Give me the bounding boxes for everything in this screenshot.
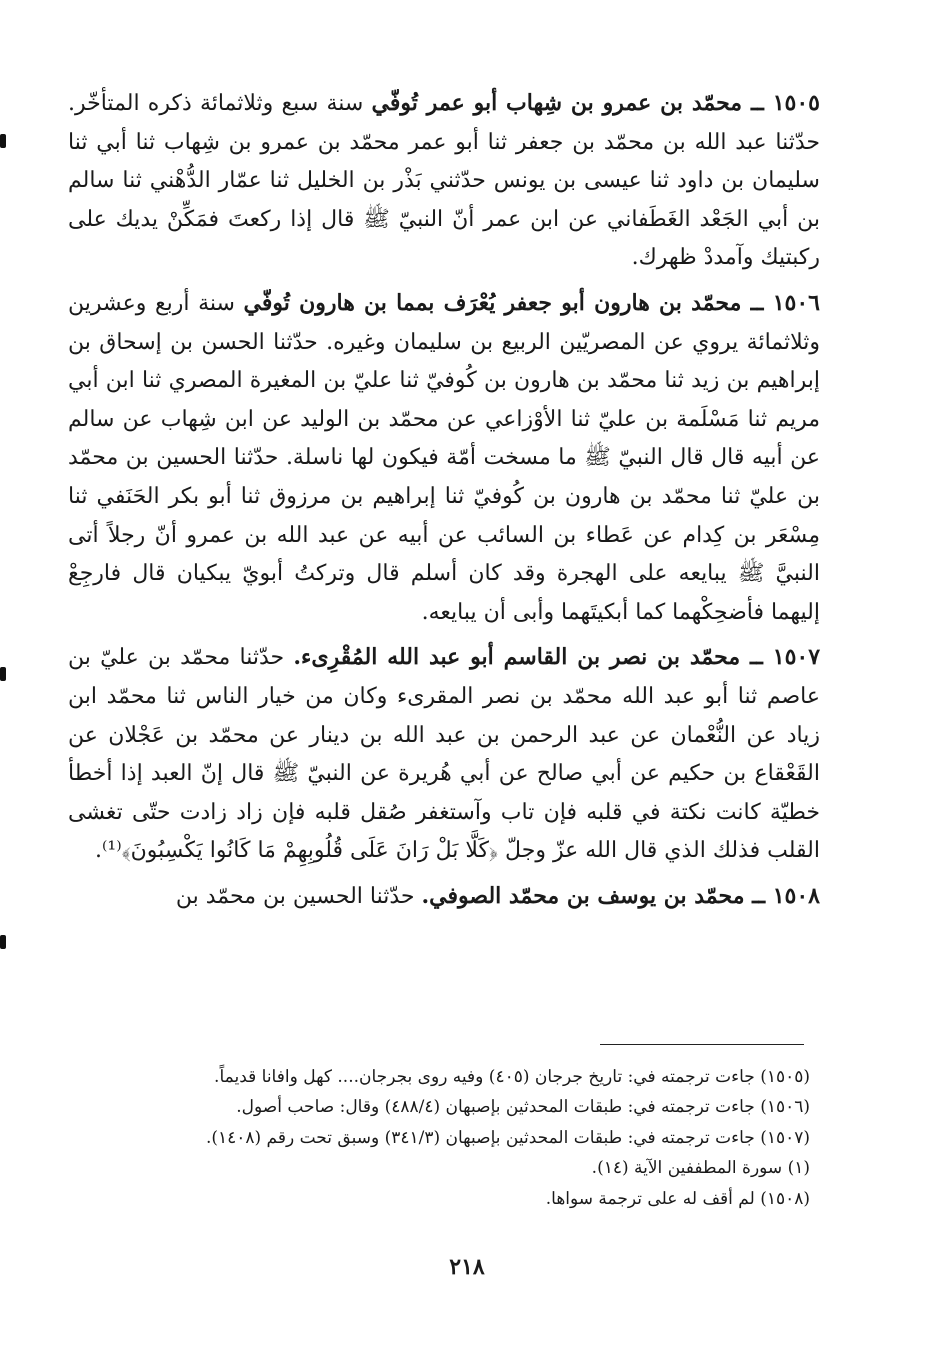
entry-text: سنة أربع وعشرين وثلاثمائة يروي عن المصريّين الربيع بن سليمان وغيره. حدّثنا الحسن بن إسحاق بن إبراهيم بن زيد ثنا محمّد بن هارون بن كُوفيّ ثنا عليّ بن المغيرة المصري ثنا ابن أبي مريم ثنا مَسْلَمة بن عليّ ثنا الأوْزاعي عن محمّد بن الوليد عن ابن شِهاب عن سالم عن أبيه قال قال النبيّ ﷺ ما مسخت أمّة فيكون لها ناسلة. حدّثنا الحسين بن محمّد بن عليّ ثنا محمّد بن هارون بن كُوفيّ ثنا إبراهيم بن مرزوق ثنا أبو بكر الحَنَفي ثنا مِسْعَر بن كِدام عن عَطاء بن السائب عن أبيه عن عبد الله بن عمرو أنّ رجلاً أتى النبيَّ ﷺ يبايعه على الهجرة وقد كان أسلم قال وتركتُ أبويّ يبكيان قال فارجِعْ إليهما فأضحِكْهما كما أبكيتَهما وأبى أن يبايعه. — [68, 290, 820, 625]
entry-1508 — [68, 877, 820, 917]
page-number: ٢١٨ — [449, 1254, 485, 1280]
entry-1507 — [68, 638, 820, 871]
entry-name: محمّد بن هارون أبو جعفر يُعْرَف بمما بن هارون تُوفّي — [243, 289, 742, 316]
margin-mark-left — [0, 134, 6, 148]
main-text — [68, 84, 820, 922]
footnote-1506: (١٥٠٦) جاءت ترجمته في: طبقات المحدثين بإصبهان (٤٨٨/٤) وقال: صاحب أصول. — [236, 1097, 810, 1118]
margin-mark-left — [0, 935, 6, 949]
footnote-divider — [600, 1044, 804, 1045]
footnote-quran-ref: (١) سورة المطففين الآية (١٤). — [591, 1158, 810, 1179]
entry-separator: ــ — [744, 882, 773, 909]
footnote-1507: (١٥٠٧) جاءت ترجمته في: طبقات المحدثين بإصبهان (٣٤١/٣) وسبق تحت رقم (١٤٠٨). — [205, 1127, 810, 1148]
margin-mark-left — [0, 667, 6, 681]
entry-number: ١٥٠٨ — [772, 882, 820, 909]
entry-separator: ــ — [742, 90, 773, 116]
entry-number: ١٥٠٦ — [772, 289, 820, 316]
entry-name: محمّد بن عمرو بن شِهاب أبو عمر تُوفّي — [371, 90, 743, 116]
entry-1506 — [68, 284, 820, 632]
entry-name: محمّد بن يوسف بن محمّد الصوفي. — [421, 882, 745, 909]
footnote-1508: (١٥٠٨) لم أقف له على ترجمة سواها. — [545, 1188, 810, 1209]
entry-text: حدّثنا الحسين بن محمّد بن — [175, 883, 415, 909]
entry-separator: ــ — [741, 289, 773, 316]
entry-name: محمّد بن نصر بن القاسم أبو عبد الله المُقْرِىء. — [293, 644, 741, 671]
footnote-1505: (١٥٠٥) جاءت ترجمته في: تاريخ جرجان (٤٠٥) وفيه روى بجرجان.... كهل وافانا قديماً. — [214, 1067, 810, 1087]
entry-number: ١٥٠٧ — [772, 644, 821, 671]
entry-text: سنة سبع وثلاثمائة ذكره المتأخّر. حدّثنا عبد الله بن محمّد بن جعفر ثنا أبو عمر محمّد بن عمرو بن شِهاب ثنا أبي ثنا سليمان بن داود ثنا عيسى بن يونس حدّثني بَذْر بن الخليل ثنا عمّار الدُّهْني ثنا سالم بن أبي الجَعْد الغَطَفاني عن ابن عمر أنّ النبيّ ﷺ قال إذا ركعتَ فمَكِّنْ يديك على ركبتيك وآمددْ ظهرك. — [68, 91, 820, 271]
entry-separator: ــ — [740, 644, 773, 671]
entry-text: حدّثنا محمّد بن عليّ بن عاصم ثنا أبو عبد الله محمّد بن نصر المقرىء وكان من خيار الناس ثنا محمّد ابن زياد عن النُّعْمان عن عبد الرحمن بن عبد الله بن دينار عن محمّد بن عَجْلان عن القَعْقاع بن حكيم عن أبي صالح عن أبي هُريرة عن النبيّ ﷺ قال إنّ العبد إذا أخطأ خطيّة كانت نكتة في قلبه فإن تاب وآستغفر صُقل قلبه فإن زاد زادت حتّى تغشى القلب فذلك الذي قال الله عزّ وجلّ ﴿كَلَّا بَلْ رَانَ عَلَى قُلُوبِهِمْ مَا كَانُوا يَكْسِبُونَ﴾⁽¹⁾. — [68, 645, 820, 864]
footnotes — [120, 1062, 810, 1214]
entry-number: ١٥٠٥ — [772, 90, 820, 116]
entry-1505 — [68, 84, 820, 278]
